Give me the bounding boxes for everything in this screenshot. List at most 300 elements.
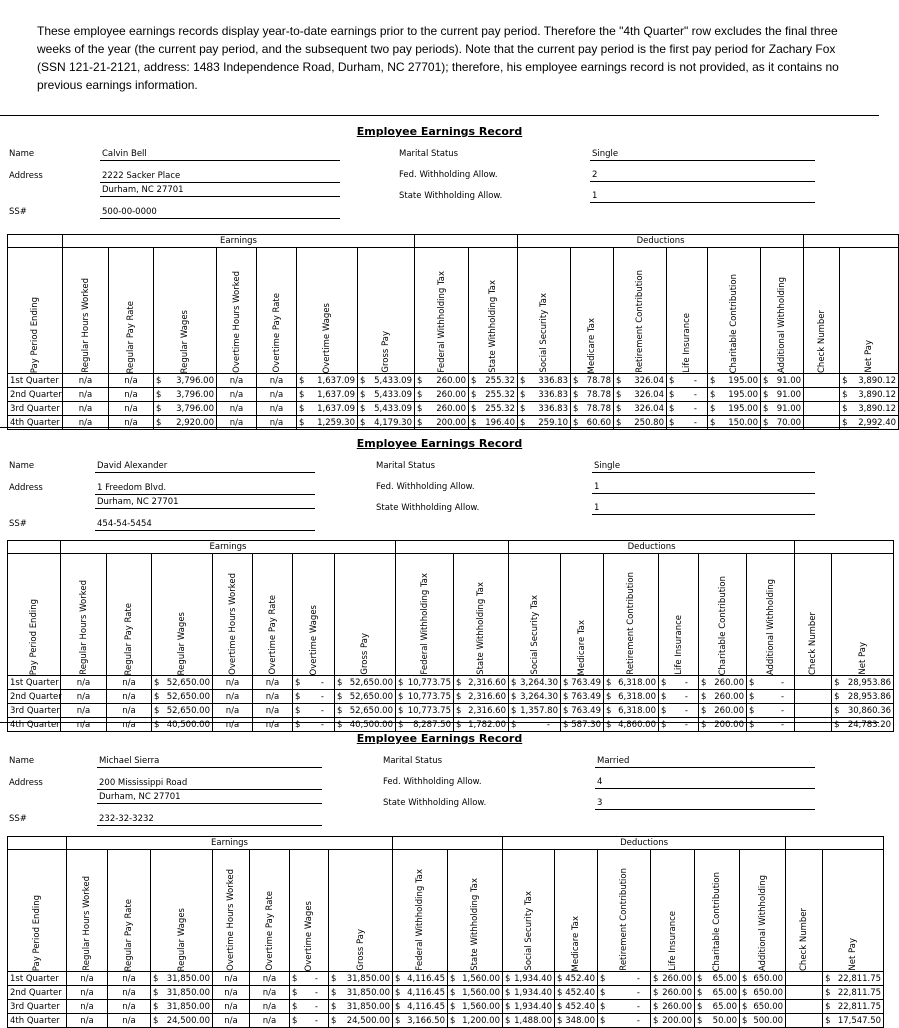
- employee-name-value: Michael Sierra: [99, 756, 160, 766]
- table-cell: $ -: [293, 676, 335, 690]
- column-header: [614, 248, 667, 374]
- table-cell: $ 28,953.86: [832, 690, 894, 704]
- fed-withholding-allow-value: 1: [594, 482, 600, 492]
- table-cell: n/a: [109, 402, 154, 416]
- table-cell: 4th Quarter: [8, 718, 61, 732]
- table-cell: $ 260.00: [699, 690, 747, 704]
- underline: [592, 493, 815, 494]
- column-header-label: Check Number: [816, 310, 827, 373]
- marital-status-value: Married: [597, 756, 630, 766]
- table-cell: n/a: [217, 388, 257, 402]
- employee-name-label: Name: [9, 756, 35, 766]
- table-cell: $ 195.00: [708, 402, 761, 416]
- table-cell: $ 50.00: [695, 1014, 740, 1028]
- column-header: [469, 248, 518, 374]
- table-cell: $ 1,637.09: [297, 388, 358, 402]
- table-cell: $ -: [659, 690, 699, 704]
- table-cell: $ 78.78: [571, 402, 614, 416]
- table-cell: n/a: [250, 986, 290, 1000]
- column-header-label: Pay Period Ending: [29, 598, 39, 675]
- table-cell: $ 6,318.00: [604, 676, 659, 690]
- employee-name-label: Name: [9, 461, 35, 471]
- table-cell: $ -: [290, 1000, 329, 1014]
- table-cell: 2nd Quarter: [8, 986, 67, 1000]
- column-header-label: Retirement Contribution: [626, 572, 636, 675]
- table-cell: 2nd Quarter: [8, 690, 61, 704]
- table-cell: $ 91.00: [761, 402, 804, 416]
- table-cell: $ 2,992.40: [840, 416, 899, 430]
- column-header: [290, 850, 329, 972]
- column-header-label: Regular Pay Rate: [124, 898, 134, 971]
- table-cell: $ -: [747, 704, 795, 718]
- employee-address-value: 1 Freedom Blvd.: [97, 483, 167, 493]
- table-cell: n/a: [253, 704, 293, 718]
- table-cell: $ 3,890.12: [840, 374, 899, 388]
- underline: [590, 160, 815, 161]
- earnings-record: [0, 427, 892, 730]
- table-cell: n/a: [250, 1014, 290, 1028]
- table-cell: $ 52,650.00: [152, 676, 213, 690]
- table-cell: $ 52,650.00: [152, 704, 213, 718]
- column-header: [708, 248, 761, 374]
- table-cell: $ 196.40: [469, 416, 518, 430]
- column-header-label: Social Security Tax: [539, 293, 549, 373]
- table-cell: $ -: [667, 374, 708, 388]
- table-cell: [786, 1014, 823, 1028]
- blank-header: [8, 541, 61, 554]
- table-cell: $ 260.00: [651, 972, 695, 986]
- table-cell: $ 1,488.00: [503, 1014, 555, 1028]
- column-header: [151, 850, 213, 972]
- column-header-label: Overtime Wages: [322, 302, 332, 373]
- column-header: [257, 248, 297, 374]
- column-header-label: Regular Hours Worked: [80, 278, 91, 373]
- table-cell: $ 5,433.09: [358, 374, 415, 388]
- blank-header: [415, 235, 518, 248]
- blank-header: [795, 541, 894, 554]
- table-cell: $ 24,500.00: [329, 1014, 393, 1028]
- column-header-label: State Withholding Tax: [476, 582, 486, 675]
- underline: [97, 767, 322, 768]
- earnings-table: [7, 540, 894, 732]
- table-cell: $ 336.83: [518, 388, 571, 402]
- column-header: [651, 850, 695, 972]
- column-header-label: Retirement Contribution: [619, 868, 629, 971]
- column-header: [740, 850, 786, 972]
- underline: [97, 789, 322, 790]
- table-cell: $ 259.10: [518, 416, 571, 430]
- table-cell: [795, 690, 832, 704]
- table-cell: n/a: [107, 676, 152, 690]
- column-header-label: Regular Wages: [176, 907, 187, 971]
- table-cell: $ -: [509, 718, 561, 732]
- employee-address-label: Address: [9, 778, 43, 788]
- table-cell: $ 260.00: [699, 704, 747, 718]
- column-header-label: Regular Wages: [180, 309, 190, 373]
- table-cell: $ 24,783.20: [832, 718, 894, 732]
- underline: [595, 767, 815, 768]
- table-cell: $ 200.00: [651, 1014, 695, 1028]
- table-cell: n/a: [107, 704, 152, 718]
- column-header-label: Regular Hours Worked: [82, 876, 92, 971]
- table-cell: $ 200.00: [699, 718, 747, 732]
- table-cell: $ 60.60: [571, 416, 614, 430]
- underline: [590, 202, 815, 203]
- table-cell: $ 1,637.09: [297, 402, 358, 416]
- table-cell: $ -: [667, 388, 708, 402]
- column-header: [761, 248, 804, 374]
- table-cell: $ 2,920.00: [154, 416, 217, 430]
- table-cell: $ 65.00: [695, 986, 740, 1000]
- table-cell: 4th Quarter: [8, 416, 63, 430]
- table-cell: $ 336.83: [518, 402, 571, 416]
- table-cell: $ 4,860.00: [604, 718, 659, 732]
- table-cell: $ 31,850.00: [329, 986, 393, 1000]
- underline: [97, 825, 322, 826]
- table-cell: $ 260.00: [415, 374, 469, 388]
- table-cell: $ 70.00: [761, 416, 804, 430]
- table-cell: $ 255.32: [469, 374, 518, 388]
- table-cell: n/a: [67, 986, 108, 1000]
- table-cell: $ 5,433.09: [358, 388, 415, 402]
- table-cell: $ 3,890.12: [840, 402, 899, 416]
- table-cell: 1st Quarter: [8, 676, 61, 690]
- table-cell: $ 763.49: [561, 676, 604, 690]
- table-cell: $ 260.00: [415, 402, 469, 416]
- table-cell: $ 326.04: [614, 388, 667, 402]
- column-header: [8, 248, 63, 374]
- table-cell: $ -: [747, 718, 795, 732]
- column-header: [555, 850, 598, 972]
- table-cell: $ -: [598, 1014, 651, 1028]
- table-cell: $ 78.78: [571, 374, 614, 388]
- table-cell: $ 3,264.30: [509, 676, 561, 690]
- table-cell: n/a: [257, 388, 297, 402]
- table-cell: $ 22,811.75: [823, 1000, 884, 1014]
- table-cell: $ 31,850.00: [151, 1000, 213, 1014]
- column-header-label: Overtime Hours Worked: [231, 271, 242, 373]
- table-cell: $ 1,259.30: [297, 416, 358, 430]
- column-header: [154, 248, 217, 374]
- column-header-label: Social Security Tax: [529, 595, 540, 675]
- table-cell: $ 40,500.00: [152, 718, 213, 732]
- state-withholding-allow-value: 3: [597, 798, 603, 808]
- table-cell: $ 65.00: [695, 972, 740, 986]
- column-header: [297, 248, 358, 374]
- table-cell: $ -: [667, 402, 708, 416]
- column-header: [509, 554, 561, 676]
- table-row: [8, 972, 884, 986]
- column-header: [8, 850, 67, 972]
- fed-withholding-allow-value: 2: [592, 170, 598, 180]
- table-cell: n/a: [61, 676, 107, 690]
- column-header-label: Medicare Tax: [577, 619, 587, 675]
- table-cell: $ 24,500.00: [151, 1014, 213, 1028]
- table-cell: $ 6,318.00: [604, 690, 659, 704]
- table-row: [8, 388, 899, 402]
- table-cell: $ 3,264.30: [509, 690, 561, 704]
- table-cell: [804, 374, 840, 388]
- state-withholding-allow-label: State Withholding Allow.: [399, 191, 503, 201]
- table-cell: $ 3,166.50: [393, 1014, 448, 1028]
- deductions-group-header: Deductions: [509, 541, 795, 554]
- table-cell: $ 195.00: [708, 374, 761, 388]
- table-cell: n/a: [217, 416, 257, 430]
- table-cell: $ -: [659, 704, 699, 718]
- earnings-group-header: Earnings: [61, 541, 396, 554]
- table-cell: n/a: [109, 416, 154, 430]
- table-cell: $ 22,811.75: [823, 986, 884, 1000]
- table-cell: $ 260.00: [415, 388, 469, 402]
- table-cell: $ 1,934.40: [503, 1000, 555, 1014]
- table-row: [8, 1014, 884, 1028]
- column-header-label: Charitable Contribution: [717, 575, 728, 675]
- table-cell: $ 200.00: [415, 416, 469, 430]
- column-header-label: Gross Pay: [381, 331, 391, 373]
- table-cell: n/a: [61, 718, 107, 732]
- table-cell: $ 31,850.00: [329, 1000, 393, 1014]
- earnings-group-header: Earnings: [63, 235, 415, 248]
- table-cell: n/a: [108, 972, 151, 986]
- employee-ssn-label: SS#: [9, 814, 27, 824]
- table-cell: $ 150.00: [708, 416, 761, 430]
- column-header: [518, 248, 571, 374]
- blank-header: [786, 837, 884, 850]
- table-cell: $ 1,560.00: [448, 986, 503, 1000]
- employee-address-value: 200 Mississippi Road: [99, 778, 188, 788]
- table-cell: $ 28,953.86: [832, 676, 894, 690]
- earnings-group-header: Earnings: [67, 837, 393, 850]
- blank-header: [8, 837, 67, 850]
- column-header-label: Life Insurance: [667, 911, 678, 971]
- table-cell: $ -: [293, 718, 335, 732]
- column-header: [795, 554, 832, 676]
- table-cell: $ 3,890.12: [840, 388, 899, 402]
- column-header-label: Additional Withholding: [765, 578, 776, 675]
- table-cell: $ -: [293, 704, 335, 718]
- column-header-label: Net Pay: [857, 642, 868, 675]
- table-cell: $ 326.04: [614, 374, 667, 388]
- state-withholding-allow-value: 1: [594, 503, 600, 513]
- table-cell: n/a: [213, 1014, 250, 1028]
- column-header-label: Federal Withholding Tax: [415, 869, 425, 971]
- table-cell: n/a: [109, 374, 154, 388]
- column-header: [561, 554, 604, 676]
- table-cell: $ 4,116.45: [393, 972, 448, 986]
- column-header: [604, 554, 659, 676]
- table-cell: n/a: [213, 704, 253, 718]
- blank-header: [804, 235, 899, 248]
- table-cell: $ -: [293, 690, 335, 704]
- column-header-label: Overtime Pay Rate: [264, 891, 275, 971]
- table-cell: $ 250.80: [614, 416, 667, 430]
- employee-ssn-value: 454-54-5454: [97, 519, 152, 529]
- column-header: [448, 850, 503, 972]
- table-cell: $ 10,773.75: [396, 704, 454, 718]
- table-cell: n/a: [213, 718, 253, 732]
- table-cell: n/a: [67, 1000, 108, 1014]
- column-header-label: Regular Wages: [177, 611, 187, 675]
- column-header-label: Life Insurance: [682, 313, 692, 373]
- column-header: [840, 248, 899, 374]
- table-cell: 3rd Quarter: [8, 1000, 67, 1014]
- underline: [592, 514, 815, 515]
- table-cell: $ 1,934.40: [503, 972, 555, 986]
- column-header-label: Additional Withholding: [757, 874, 768, 971]
- column-header: [329, 850, 393, 972]
- state-withholding-allow-value: 1: [592, 191, 598, 201]
- column-header: [63, 248, 109, 374]
- column-header-label: Social Security Tax: [523, 891, 534, 971]
- table-cell: $ 1,782.00: [454, 718, 509, 732]
- fed-withholding-allow-label: Fed. Withholding Allow.: [383, 777, 482, 787]
- table-cell: $ 91.00: [761, 388, 804, 402]
- employee-address-value: Durham, NC 27701: [99, 792, 181, 802]
- state-withholding-allow-label: State Withholding Allow.: [376, 503, 480, 513]
- column-header: [503, 850, 555, 972]
- table-row: [8, 704, 894, 718]
- column-header-label: Gross Pay: [360, 633, 370, 675]
- table-cell: [804, 402, 840, 416]
- table-cell: $ 763.49: [561, 690, 604, 704]
- employee-address-label: Address: [9, 171, 43, 181]
- underline: [100, 160, 340, 161]
- column-header-label: Net Pay: [864, 340, 875, 373]
- table-cell: n/a: [257, 402, 297, 416]
- table-cell: $ 763.49: [561, 704, 604, 718]
- column-header: [393, 850, 448, 972]
- underline: [100, 218, 340, 219]
- table-cell: $ 52,650.00: [152, 690, 213, 704]
- employee-name-label: Name: [9, 149, 35, 159]
- underline: [95, 530, 315, 531]
- table-cell: [786, 1000, 823, 1014]
- column-header-label: Medicare Tax: [587, 317, 597, 373]
- state-withholding-allow-label: State Withholding Allow.: [383, 798, 487, 808]
- table-row: [8, 402, 899, 416]
- employee-ssn-label: SS#: [9, 207, 27, 217]
- marital-status-label: Marital Status: [399, 149, 459, 159]
- table-cell: $ -: [659, 718, 699, 732]
- table-cell: n/a: [250, 1000, 290, 1014]
- employee-address-value: Durham, NC 27701: [97, 497, 179, 507]
- column-header: [293, 554, 335, 676]
- table-cell: n/a: [63, 402, 109, 416]
- table-cell: $ 52,650.00: [335, 676, 396, 690]
- table-cell: $ 452.40: [555, 1000, 598, 1014]
- underline: [97, 803, 322, 804]
- employee-address-label: Address: [9, 483, 43, 493]
- fed-withholding-allow-value: 4: [597, 777, 603, 787]
- earnings-record: [0, 115, 897, 428]
- column-header: [335, 554, 396, 676]
- table-cell: $ 10,773.75: [396, 676, 454, 690]
- employee-name-value: David Alexander: [97, 461, 168, 471]
- table-cell: $ -: [598, 972, 651, 986]
- column-header: [67, 850, 108, 972]
- table-cell: $ 91.00: [761, 374, 804, 388]
- table-cell: $ 4,116.45: [393, 1000, 448, 1014]
- table-cell: $ 78.78: [571, 388, 614, 402]
- table-cell: 1st Quarter: [8, 374, 63, 388]
- employee-address-value: Durham, NC 27701: [102, 185, 184, 195]
- table-cell: $ 1,357.80: [509, 704, 561, 718]
- column-header-label: Regular Pay Rate: [124, 602, 134, 675]
- table-cell: n/a: [250, 972, 290, 986]
- record-title: Employee Earnings Record: [356, 437, 523, 450]
- column-header-label: Check Number: [799, 908, 810, 971]
- underline: [595, 788, 815, 789]
- column-header: [823, 850, 884, 972]
- underline: [100, 182, 340, 183]
- column-header-label: Overtime Pay Rate: [267, 595, 278, 675]
- column-header-label: Overtime Wages: [308, 604, 319, 675]
- column-header: [8, 554, 61, 676]
- marital-status-value: Single: [594, 461, 621, 471]
- underline: [95, 494, 315, 495]
- column-header-label: Regular Pay Rate: [126, 300, 136, 373]
- table-cell: n/a: [213, 1000, 250, 1014]
- table-cell: $ -: [598, 1000, 651, 1014]
- table-cell: $ 348.00: [555, 1014, 598, 1028]
- table-cell: $ 326.04: [614, 402, 667, 416]
- table-cell: $ 260.00: [651, 1000, 695, 1014]
- table-cell: $ 52,650.00: [335, 704, 396, 718]
- table-cell: $ 3,796.00: [154, 402, 217, 416]
- column-header-label: Overtime Hours Worked: [226, 869, 236, 971]
- column-header-label: Overtime Wages: [304, 900, 314, 971]
- column-header-label: Gross Pay: [355, 929, 366, 971]
- column-header: [747, 554, 795, 676]
- table-cell: $ 8,287.50: [396, 718, 454, 732]
- column-header: [454, 554, 509, 676]
- table-cell: $ 17,547.50: [823, 1014, 884, 1028]
- table-cell: 3rd Quarter: [8, 402, 63, 416]
- table-cell: $ 10,773.75: [396, 690, 454, 704]
- column-header: [786, 850, 823, 972]
- table-cell: n/a: [108, 1014, 151, 1028]
- table-cell: 2nd Quarter: [8, 388, 63, 402]
- column-header: [804, 248, 840, 374]
- table-cell: $ 52,650.00: [335, 690, 396, 704]
- table-cell: n/a: [213, 972, 250, 986]
- column-header-label: Overtime Hours Worked: [227, 573, 238, 675]
- table-cell: $ 255.32: [469, 388, 518, 402]
- table-cell: $ 452.40: [555, 972, 598, 986]
- record-title: Employee Earnings Record: [356, 125, 523, 138]
- table-cell: n/a: [107, 690, 152, 704]
- column-header-label: Pay Period Ending: [32, 894, 42, 971]
- table-cell: n/a: [253, 718, 293, 732]
- table-cell: $ 1,934.40: [503, 986, 555, 1000]
- column-header-label: Federal Withholding Tax: [419, 573, 430, 675]
- blank-header: [8, 235, 63, 248]
- column-header: [217, 248, 257, 374]
- fed-withholding-allow-label: Fed. Withholding Allow.: [376, 482, 475, 492]
- table-cell: $ 1,200.00: [448, 1014, 503, 1028]
- column-header: [598, 850, 651, 972]
- column-header-label: Charitable Contribution: [729, 273, 739, 373]
- column-header: [832, 554, 894, 676]
- table-cell: n/a: [108, 986, 151, 1000]
- table-cell: $ 260.00: [699, 676, 747, 690]
- table-cell: $ 6,318.00: [604, 704, 659, 718]
- table-cell: [795, 704, 832, 718]
- table-cell: $ 31,850.00: [329, 972, 393, 986]
- employee-ssn-value: 232-32-3232: [99, 814, 154, 824]
- earnings-record: [0, 722, 882, 1026]
- table-cell: $ 22,811.75: [823, 972, 884, 986]
